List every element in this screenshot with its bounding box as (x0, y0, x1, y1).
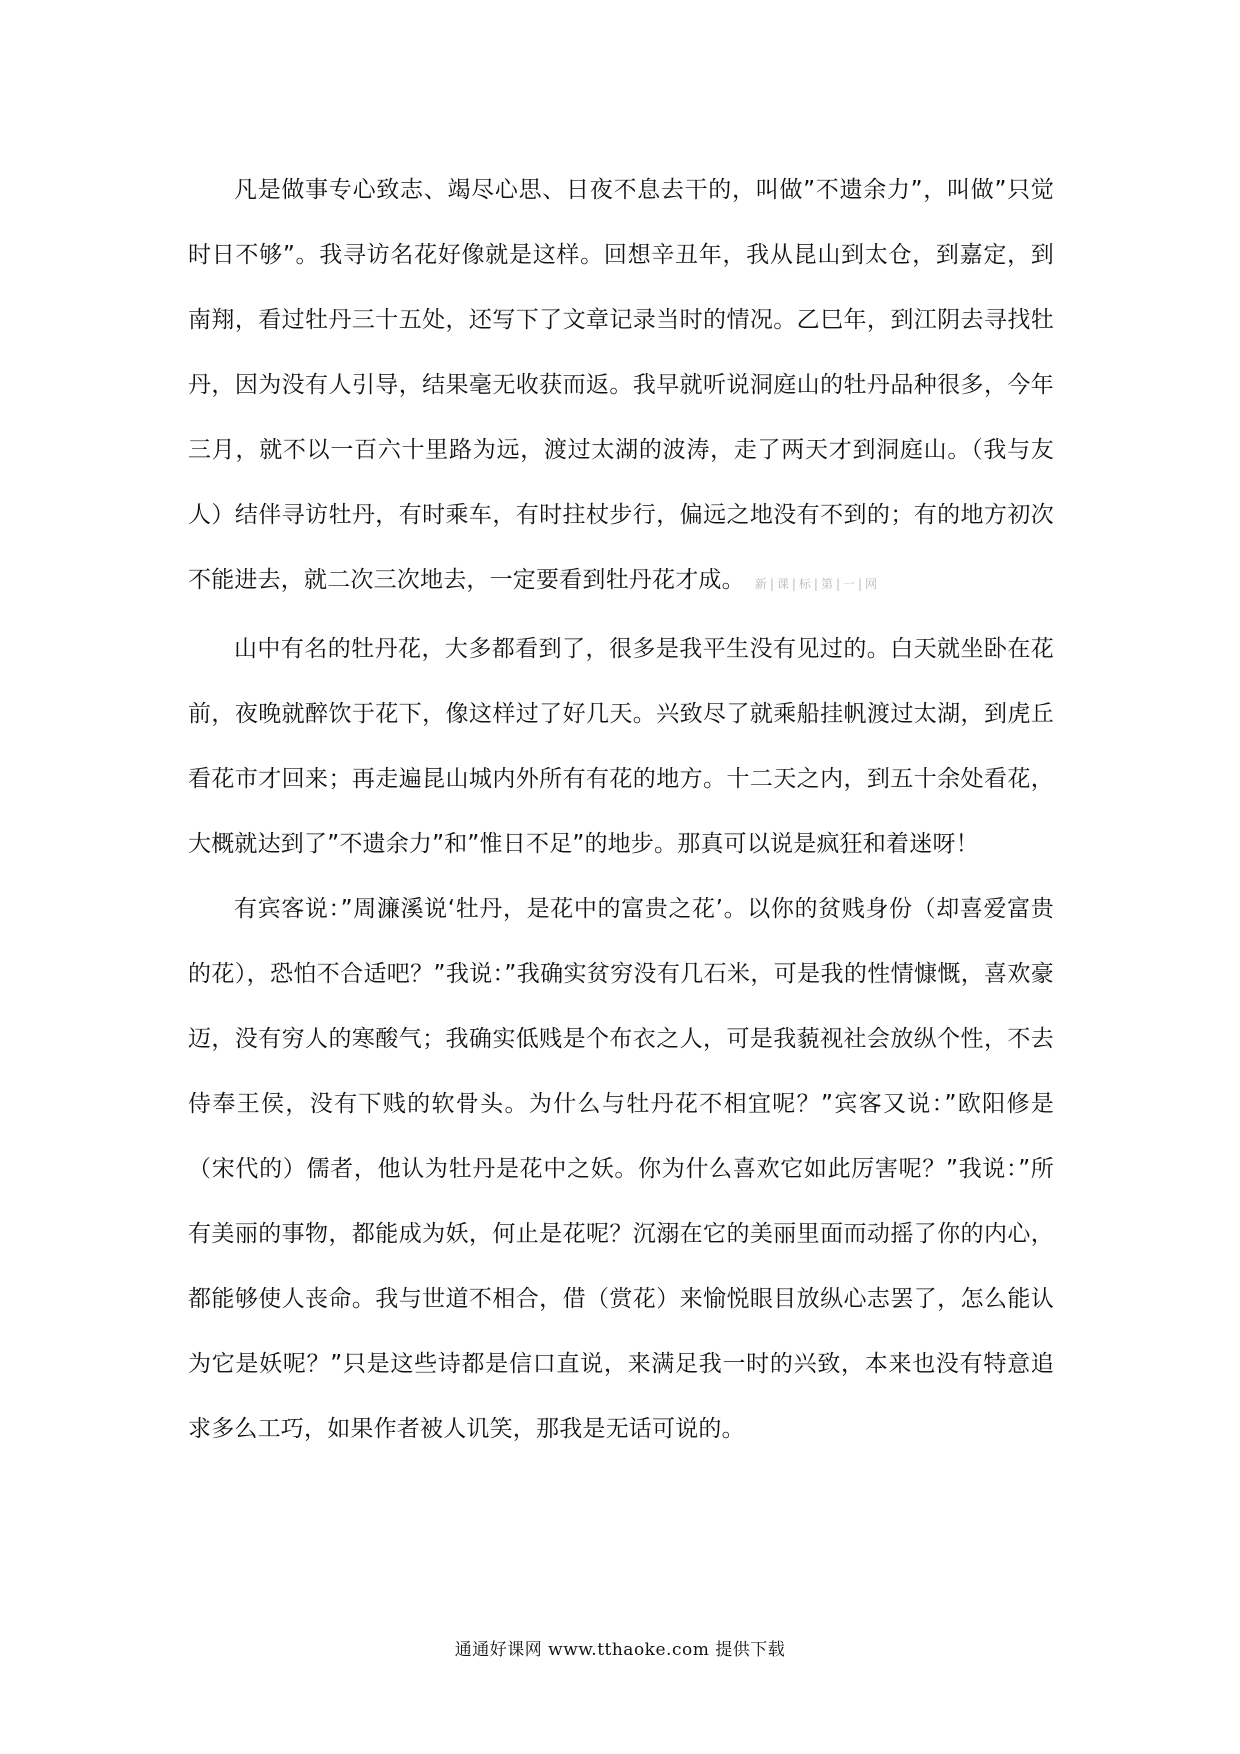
paragraph-2-text: 山中有名的牡丹花，大多都看到了，很多是我平生没有见过的。白天就坐卧在花前，夜晚就醉饮于花下，像这样过了好几天。兴致尽了就乘船挂帆渡过太湖，到虎丘看花市才回来；再走遍昆山城内外所有有花的地方。十二天之内，到五十余处看花，大概就达到了”不遗余力”和”惟日不足”的地步。那真可以说是疯狂和着迷呀！ (188, 636, 1054, 857)
page-footer (0, 1635, 1240, 1660)
paragraph-3-text: 有宾客说：”周濂溪说‘牡丹，是花中的富贵之花’。以你的贫贱身份（却喜爱富贵的花），恐怕不合适吧？”我说：”我确实贫穷没有几石米，可是我的性情慷慨，喜欢豪迈，没有穷人的寒酸气；我确实低贱是个布衣之人，可是我藐视社会放纵个性，不去侍奉王侯，没有下贱的软骨头。为什么与牡丹花不相宜呢？”宾客又说：”欧阳修是（宋代的）儒者，他认为牡丹是花中之妖。你为什么喜欢它如此厉害呢？”我说：”所有美丽的事物，都能成为妖，何止是花呢？沉溺在它的美丽里面而动摇了你的内心，都能够使人丧命。我与世道不相合，借（赏花）来愉悦眼目放纵心志罢了，怎么能认为它是妖呢？”只是这些诗都是信口直说，来满足我一时的兴致，本来也没有特意追求多么工巧，如果作者被人讥笑，那我是无话可说的。 (188, 896, 1054, 1442)
footer-text: 通通好课网 www.tthaoke.com 提供下载 (454, 1640, 786, 1660)
paragraph-1 (188, 158, 1054, 617)
watermark-text: 新|课|标|第|一|网 (754, 577, 881, 591)
paragraph-3 (188, 877, 1054, 1462)
paragraph-2 (188, 617, 1054, 877)
paragraph-1-text: 凡是做事专心致志、竭尽心思、日夜不息去干的，叫做”不遗余力”，叫做”只觉时日不够”。我寻访名花好像就是这样。回想辛丑年，我从昆山到太仓，到嘉定，到南翔，看过牡丹三十五处，还写下了文章记录当时的情况。乙巳年，到江阴去寻找牡丹，因为没有人引导，结果毫无收获而返。我早就听说洞庭山的牡丹品种很多，今年三月，就不以一百六十里路为远，渡过太湖的波涛，走了两天才到洞庭山。（我与友人）结伴寻访牡丹，有时乘车，有时拄杖步行，偏远之地没有不到的；有的地方初次不能进去，就二次三次地去，一定要看到牡丹花才成。 (188, 177, 1054, 593)
document-body (188, 158, 1054, 1462)
